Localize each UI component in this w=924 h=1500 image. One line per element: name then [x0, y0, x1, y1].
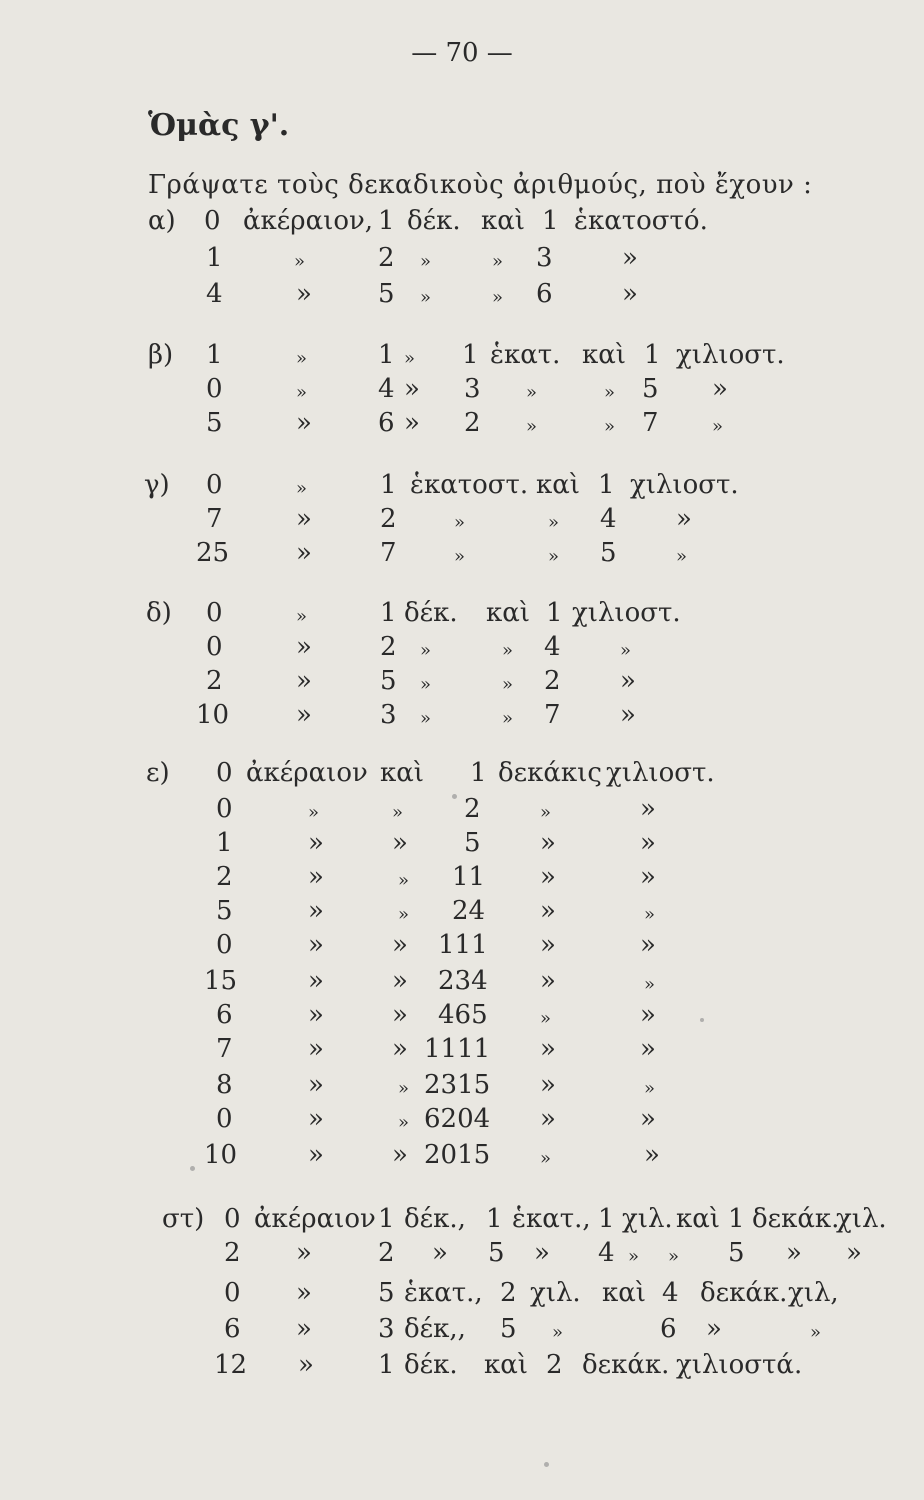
exercise-text: ε): [146, 758, 170, 788]
exercise-text: 2: [224, 1238, 241, 1268]
exercise-text: χιλιοστά.: [676, 1350, 803, 1380]
exercise-text: »: [540, 1104, 556, 1134]
exercise-text: γ): [144, 470, 170, 500]
exercise-text: »: [296, 538, 312, 568]
exercise-text: »: [420, 287, 432, 308]
exercise-text: »: [392, 1034, 408, 1064]
exercise-text: 2: [216, 862, 233, 892]
exercise-text: »: [640, 930, 656, 960]
exercise-text: 0: [204, 206, 221, 236]
exercise-text: »: [846, 1238, 862, 1268]
exercise-text: χιλ.: [836, 1204, 887, 1234]
exercise-text: δέκ.,: [404, 1204, 466, 1234]
exercise-text: 12: [214, 1350, 248, 1380]
exercise-text: χιλιοστ.: [572, 598, 681, 628]
exercise-text: »: [640, 1000, 656, 1030]
exercise-text: 2: [378, 243, 395, 273]
exercise-text: 7: [206, 504, 223, 534]
exercise-text: »: [420, 674, 432, 695]
exercise-text: »: [620, 640, 632, 661]
exercise-text: »: [420, 708, 432, 729]
exercise-text: 1111: [424, 1034, 491, 1064]
exercise-text: 4: [662, 1278, 679, 1308]
exercise-text: 0: [216, 1104, 233, 1134]
exercise-text: καὶ: [486, 598, 531, 628]
exercise-text: »: [676, 504, 692, 534]
exercise-text: 5: [378, 279, 395, 309]
exercise-text: »: [392, 1140, 408, 1170]
exercise-text: 2: [464, 408, 481, 438]
exercise-text: 24: [452, 896, 486, 926]
exercise-text: 4: [378, 374, 395, 404]
exercise-text: »: [308, 802, 320, 823]
exercise-text: 7: [216, 1034, 233, 1064]
exercise-text: χιλιοστ.: [606, 758, 715, 788]
print-speck: [544, 1462, 549, 1467]
exercise-text: 1: [728, 1204, 745, 1234]
exercise-text: »: [308, 862, 324, 892]
exercise-text: »: [786, 1238, 802, 1268]
exercise-text: »: [540, 896, 556, 926]
exercise-text: 1: [378, 1350, 395, 1380]
exercise-text: 5: [488, 1238, 505, 1268]
exercise-text: 15: [204, 966, 238, 996]
exercise-text: 25: [196, 538, 230, 568]
exercise-text: »: [308, 1034, 324, 1064]
exercise-text: »: [308, 1000, 324, 1030]
exercise-text: 10: [204, 1140, 238, 1170]
exercise-text: δεκάκ.: [582, 1350, 670, 1380]
exercise-text: καὶ: [481, 206, 526, 236]
exercise-text: »: [296, 666, 312, 696]
exercise-text: »: [298, 1350, 314, 1380]
exercise-text: »: [526, 416, 538, 437]
exercise-text: »: [404, 348, 416, 369]
exercise-text: ἑκατοστό.: [574, 206, 708, 236]
exercise-text: »: [644, 904, 656, 925]
exercise-text: »: [540, 1070, 556, 1100]
exercise-text: χιλ.: [530, 1278, 581, 1308]
exercise-text: χιλιοστ.: [676, 340, 785, 370]
exercise-text: δέκ.: [407, 206, 461, 236]
exercise-text: »: [492, 287, 504, 308]
exercise-text: 1: [470, 758, 487, 788]
exercise-text: 4: [598, 1238, 615, 1268]
exercise-text: »: [392, 930, 408, 960]
exercise-text: »: [392, 1000, 408, 1030]
exercise-text: 1: [378, 1204, 395, 1234]
exercise-text: »: [404, 374, 420, 404]
group-title: Ὁμὰς γ'.: [148, 108, 290, 143]
exercise-text: »: [308, 896, 324, 926]
exercise-text: 2: [380, 632, 397, 662]
exercise-text: »: [296, 279, 312, 309]
exercise-text: 0: [216, 930, 233, 960]
exercise-text: »: [548, 512, 560, 533]
exercise-text: »: [548, 546, 560, 567]
exercise-text: 5: [380, 666, 397, 696]
exercise-text: 2015: [424, 1140, 491, 1170]
exercise-text: 2: [500, 1278, 517, 1308]
exercise-text: 1: [206, 243, 223, 273]
exercise-text: 7: [544, 700, 561, 730]
exercise-text: 0: [206, 598, 223, 628]
exercise-text: 5: [216, 896, 233, 926]
exercise-text: 8: [216, 1070, 233, 1100]
exercise-text: 11: [452, 862, 486, 892]
exercise-text: »: [392, 828, 408, 858]
exercise-text: »: [398, 1078, 410, 1099]
exercise-text: καὶ: [484, 1350, 529, 1380]
exercise-text: 465: [438, 1000, 488, 1030]
exercise-text: »: [296, 408, 312, 438]
exercise-text: »: [308, 1070, 324, 1100]
exercise-text: »: [420, 251, 432, 272]
exercise-text: χιλ,: [788, 1278, 839, 1308]
exercise-text: 3: [380, 700, 397, 730]
exercise-text: 2: [464, 794, 481, 824]
exercise-text: 1: [378, 340, 395, 370]
exercise-text: 2: [380, 504, 397, 534]
exercise-text: »: [640, 828, 656, 858]
exercise-text: »: [540, 862, 556, 892]
exercise-text: »: [454, 546, 466, 567]
exercise-text: »: [398, 870, 410, 891]
exercise-text: 0: [206, 470, 223, 500]
exercise-text: »: [620, 666, 636, 696]
exercise-text: »: [398, 904, 410, 925]
exercise-text: 5: [464, 828, 481, 858]
exercise-text: 1: [546, 598, 563, 628]
exercise-text: »: [308, 930, 324, 960]
exercise-text: 5: [206, 408, 223, 438]
exercise-text: »: [308, 1140, 324, 1170]
exercise-text: 10: [196, 700, 230, 730]
exercise-text: »: [540, 1008, 552, 1029]
exercise-text: 5: [500, 1314, 517, 1344]
exercise-text: »: [668, 1246, 680, 1267]
exercise-text: »: [420, 640, 432, 661]
exercise-text: »: [540, 930, 556, 960]
exercise-text: 6: [660, 1314, 677, 1344]
exercise-text: 1: [542, 206, 559, 236]
exercise-text: »: [644, 1078, 656, 1099]
exercise-text: δεκάκ.: [700, 1278, 788, 1308]
exercise-text: 5: [642, 374, 659, 404]
exercise-text: »: [540, 1148, 552, 1169]
exercise-text: 6204: [424, 1104, 491, 1134]
exercise-text: »: [810, 1322, 822, 1343]
exercise-text: »: [676, 546, 688, 567]
exercise-text: 111: [438, 930, 488, 960]
exercise-text: α): [148, 206, 176, 236]
exercise-text: »: [296, 504, 312, 534]
exercise-text: 2: [206, 666, 223, 696]
exercise-text: »: [296, 348, 308, 369]
print-speck: [452, 794, 457, 799]
exercise-text: 0: [224, 1278, 241, 1308]
exercise-text: 6: [378, 408, 395, 438]
exercise-text: »: [706, 1314, 722, 1344]
exercise-text: »: [534, 1238, 550, 1268]
exercise-text: δέκ,,: [404, 1314, 466, 1344]
exercise-text: »: [640, 862, 656, 892]
exercise-text: »: [492, 251, 504, 272]
exercise-text: »: [552, 1322, 564, 1343]
exercise-text: δεκάκ.: [752, 1204, 840, 1234]
exercise-text: 3: [536, 243, 553, 273]
exercise-text: στ): [162, 1204, 205, 1234]
exercise-text: 1: [486, 1204, 503, 1234]
exercise-text: »: [296, 700, 312, 730]
exercise-text: »: [392, 802, 404, 823]
exercise-text: »: [644, 1140, 660, 1170]
exercise-text: »: [502, 674, 514, 695]
exercise-text: 0: [206, 374, 223, 404]
exercise-text: ἀκέραιον: [254, 1204, 376, 1234]
exercise-text: καὶ: [536, 470, 581, 500]
exercise-text: 1: [462, 340, 479, 370]
exercise-text: »: [296, 632, 312, 662]
exercise-text: 1: [206, 340, 223, 370]
exercise-text: ἀκέραιον: [246, 758, 368, 788]
exercise-text: »: [622, 279, 638, 309]
exercise-text: 0: [224, 1204, 241, 1234]
exercise-text: ἑκατοστ.: [410, 470, 529, 500]
exercise-text: 1: [598, 470, 615, 500]
exercise-text: »: [392, 966, 408, 996]
exercise-text: ἑκατ.,: [512, 1204, 591, 1234]
exercise-text: 6: [224, 1314, 241, 1344]
exercise-text: 3: [464, 374, 481, 404]
exercise-text: καὶ: [676, 1204, 721, 1234]
exercise-text: »: [526, 382, 538, 403]
exercise-text: δεκάκις: [498, 758, 602, 788]
exercise-text: »: [398, 1112, 410, 1133]
print-speck: [700, 1018, 704, 1022]
exercise-text: καὶ: [380, 758, 425, 788]
exercise-text: 7: [642, 408, 659, 438]
exercise-text: »: [502, 708, 514, 729]
exercise-text: »: [540, 802, 552, 823]
exercise-text: 0: [216, 794, 233, 824]
exercise-text: 6: [216, 1000, 233, 1030]
exercise-text: 1: [378, 206, 395, 236]
exercise-text: »: [308, 1104, 324, 1134]
exercise-text: »: [404, 408, 420, 438]
exercise-text: 5: [728, 1238, 745, 1268]
exercise-text: »: [604, 416, 616, 437]
exercise-text: »: [296, 606, 308, 627]
exercise-text: χιλιοστ.: [630, 470, 739, 500]
exercise-text: 4: [544, 632, 561, 662]
exercise-text: 4: [206, 279, 223, 309]
exercise-text: χιλ.: [622, 1204, 673, 1234]
exercise-text: δ): [146, 598, 172, 628]
exercise-text: »: [640, 1034, 656, 1064]
exercise-text: »: [640, 794, 656, 824]
exercise-text: 0: [216, 758, 233, 788]
exercise-text: 7: [380, 538, 397, 568]
exercise-text: 2: [546, 1350, 563, 1380]
exercise-text: 1: [216, 828, 233, 858]
exercise-text: »: [540, 1034, 556, 1064]
exercise-text: »: [432, 1238, 448, 1268]
exercise-text: »: [604, 382, 616, 403]
exercise-text: 3: [378, 1314, 395, 1344]
exercise-instruction: Γράψατε τοὺς δεκαδικοὺς ἀριθμούς, ποὺ ἔχουν :: [148, 170, 813, 200]
page-number: — 70 —: [411, 38, 513, 68]
exercise-text: »: [712, 416, 724, 437]
exercise-text: »: [296, 478, 308, 499]
exercise-text: »: [712, 374, 728, 404]
exercise-text: »: [308, 966, 324, 996]
exercise-text: καὶ: [582, 340, 627, 370]
exercise-text: δέκ.: [404, 1350, 458, 1380]
exercise-text: 6: [536, 279, 553, 309]
exercise-text: »: [296, 1278, 312, 1308]
exercise-text: 1: [380, 598, 397, 628]
exercise-text: »: [620, 700, 636, 730]
exercise-text: 1: [644, 340, 661, 370]
exercise-text: »: [640, 1104, 656, 1134]
print-speck: [190, 1166, 195, 1171]
exercise-text: 2: [544, 666, 561, 696]
exercise-text: ἑκατ.,: [404, 1278, 483, 1308]
exercise-text: 4: [600, 504, 617, 534]
exercise-text: 1: [598, 1204, 615, 1234]
exercise-text: »: [622, 243, 638, 273]
exercise-text: »: [308, 828, 324, 858]
exercise-text: »: [628, 1246, 640, 1267]
exercise-text: δέκ.: [404, 598, 458, 628]
exercise-text: »: [540, 966, 556, 996]
exercise-text: 2: [378, 1238, 395, 1268]
exercise-text: 1: [380, 470, 397, 500]
exercise-text: 5: [378, 1278, 395, 1308]
exercise-text: ἀκέραιον,: [243, 206, 374, 236]
exercise-text: »: [644, 974, 656, 995]
exercise-text: »: [296, 1238, 312, 1268]
exercise-text: »: [296, 382, 308, 403]
exercise-text: 2315: [424, 1070, 491, 1100]
exercise-text: ἑκατ.: [490, 340, 561, 370]
exercise-text: »: [502, 640, 514, 661]
exercise-text: καὶ: [602, 1278, 647, 1308]
exercise-text: »: [296, 1314, 312, 1344]
exercise-text: β): [148, 340, 174, 370]
exercise-text: »: [454, 512, 466, 533]
exercise-text: 234: [438, 966, 488, 996]
exercise-text: 0: [206, 632, 223, 662]
exercise-text: »: [294, 251, 306, 272]
exercise-text: »: [540, 828, 556, 858]
exercise-text: 5: [600, 538, 617, 568]
